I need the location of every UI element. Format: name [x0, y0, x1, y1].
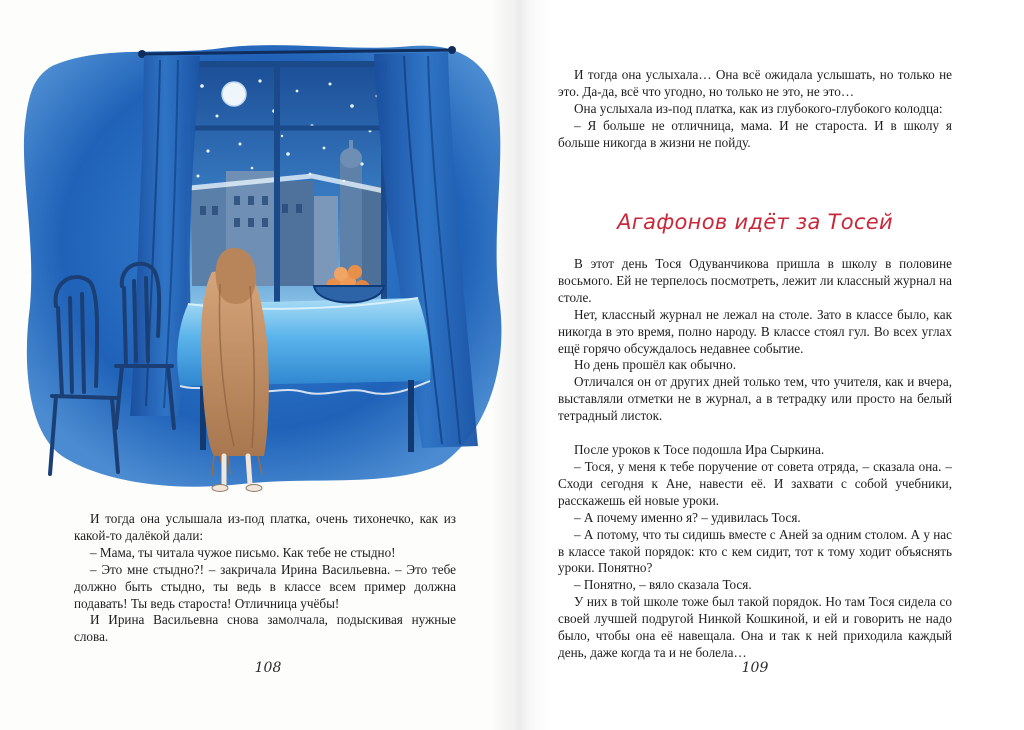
paragraph: У них в той школе тоже был такой порядок. Но там Тося сидела со своей лучшей подругой Нинкой Кошкиной, и ей и говорить не надо было, чтобы она её навещала. Она и так к ней приходила каждый день, даже когда та и не болела… [558, 594, 952, 660]
paragraph: – Мама, ты читала чужое письмо. Как тебе не стыдно! [90, 544, 396, 560]
left-page-text [74, 511, 456, 646]
chapter-title: Агафонов идёт за Тосей [617, 210, 893, 234]
paragraph: – Понятно, – вяло сказала Тося. [574, 577, 752, 593]
paragraph: – А почему именно я? – удивилась Тося. [574, 509, 801, 525]
paragraph: И Ирина Васильевна снова замолчала, подыскивая нужные слова. [74, 612, 456, 645]
paragraph: И тогда она услышала из-под платка, очень тихонечко, как из какой-то далёкой дали: [74, 511, 456, 543]
paragraph: – Тося, у меня к тебе поручение от совета отряда, – сказала она. – Сходи сегодня к Ане, навести её. И захвати с собой учебники, расскажешь ей новые уроки. [558, 458, 952, 508]
paragraph: – Я больше не отличница, мама. И не староста. И в школу я больше никогда в жизни не пойду. [558, 117, 952, 150]
paragraph: Но день прошёл как обычно. [574, 357, 736, 373]
paragraph: В этот день Тося Одуванчикова пришла в школу в половине восьмого. Ей не терпелось посмотреть, лежит ли классный журнал на столе. [558, 256, 952, 305]
paragraph: После уроков к Тосе подошла Ира Сыркина. [574, 442, 825, 458]
paragraph: – Это мне стыдно?! – закричала Ирина Васильевна. – Это тебе должно быть стыдно, ты ведь в классе всем пример должна подавать! Ты ведь староста! Отличница учёбы! [74, 561, 456, 611]
right-page-top-text [558, 67, 952, 152]
page-number-right: 109 [741, 660, 769, 676]
right-page-main-text [558, 256, 952, 662]
section-gap [558, 425, 952, 442]
paragraph: – А потому, что ты сидишь вместе с Аней за одним столом. А у нас в классе такой порядок: кто с кем сидит, тот к тому ходит объяснять уроки. Понятно? [558, 526, 952, 576]
window-illustration [12, 36, 512, 506]
paragraph: Она услыхала из-под платка, как из глубокого-глубокого колодца: [574, 100, 943, 116]
page-number-left: 108 [254, 660, 282, 676]
moon-icon [222, 82, 246, 106]
paragraph: Нет, классный журнал не лежал на столе. Зато в классе было, как никогда в это время, полно народу. В классе стоял гул. Во всех углах ещё горячо обсуждалось недавнее событие. [558, 306, 952, 356]
paragraph: Отличался он от других дней только тем, что учителя, как и вчера, выставляли отметки не в журнал, а в тетрадку или просто на белый тетрадный листок. [558, 374, 952, 424]
paragraph: И тогда она услыхала… Она всё ожидала услышать, но только не это. Да-да, всё что угодно, но только не это, не это… [558, 67, 952, 99]
